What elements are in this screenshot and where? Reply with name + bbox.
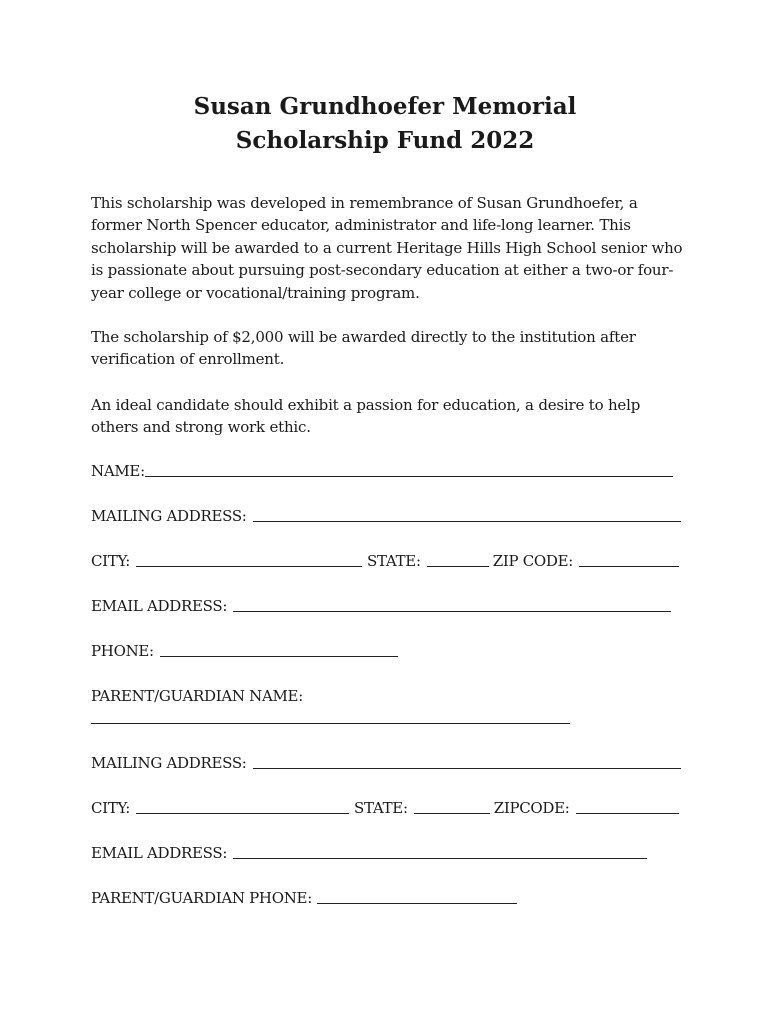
zip-code-label: ZIP CODE: (492, 552, 574, 570)
parent-guardian-phone-field[interactable] (317, 903, 517, 904)
city-field[interactable] (136, 566, 362, 567)
email-address-label: EMAIL ADDRESS: (91, 597, 228, 615)
parent-city-field[interactable] (136, 813, 349, 814)
city-label: CITY: (91, 552, 131, 570)
parent-email-address-label: EMAIL ADDRESS: (91, 844, 228, 862)
zip-code-field[interactable] (579, 566, 679, 567)
name-field[interactable] (145, 476, 673, 477)
phone-field[interactable] (160, 656, 398, 657)
document-title-line2: Scholarship Fund 2022 (235, 127, 535, 154)
parent-zipcode-label: ZIPCODE: (493, 799, 570, 817)
state-field[interactable] (427, 566, 489, 567)
parent-city-label: CITY: (91, 799, 131, 817)
email-address-row (91, 595, 671, 615)
parent-email-address-row (91, 842, 647, 862)
city-state-zip-row (91, 550, 679, 570)
name-label: NAME: (91, 462, 145, 480)
parent-mailing-address-row (91, 752, 681, 772)
parent-guardian-phone-row (91, 887, 517, 907)
document-title-line1: Susan Grundhoefer Memorial (193, 93, 577, 120)
mailing-address-label: MAILING ADDRESS: (91, 507, 247, 525)
award-paragraph: The scholarship of $2,000 will be awarded directly to the institution after verification of enrollment. (91, 328, 636, 369)
email-address-field[interactable] (233, 611, 671, 612)
parent-mailing-address-label: MAILING ADDRESS: (91, 754, 247, 772)
candidate-paragraph: An ideal candidate should exhibit a passion for education, a desire to help others and strong work ethic. (91, 396, 641, 437)
name-row (91, 460, 673, 480)
phone-label: PHONE: (91, 642, 154, 660)
parent-guardian-phone-label: PARENT/GUARDIAN PHONE: (91, 889, 312, 907)
intro-paragraph: This scholarship was developed in remembrance of Susan Grundhoefer, a former North Spencer educator, administrator and life-long learner. This scholarship will be awarded to a current Heritage Hills High School senior who is passionate about pursuing post-secondary education at either a two-or four-year college or vocational/training program. (91, 194, 683, 302)
state-label: STATE: (367, 552, 421, 570)
parent-guardian-name-line-row (91, 707, 570, 727)
parent-zipcode-field[interactable] (576, 813, 679, 814)
parent-mailing-address-field[interactable] (253, 768, 681, 769)
parent-email-address-field[interactable] (233, 858, 647, 859)
parent-city-state-zip-row (91, 797, 679, 817)
mailing-address-row (91, 505, 681, 525)
mailing-address-field[interactable] (253, 521, 681, 522)
parent-guardian-name-row (91, 685, 303, 705)
parent-guardian-name-field[interactable] (91, 723, 570, 724)
parent-state-field[interactable] (414, 813, 490, 814)
parent-state-label: STATE: (354, 799, 408, 817)
phone-row (91, 640, 398, 660)
parent-guardian-name-label: PARENT/GUARDIAN NAME: (91, 687, 303, 705)
